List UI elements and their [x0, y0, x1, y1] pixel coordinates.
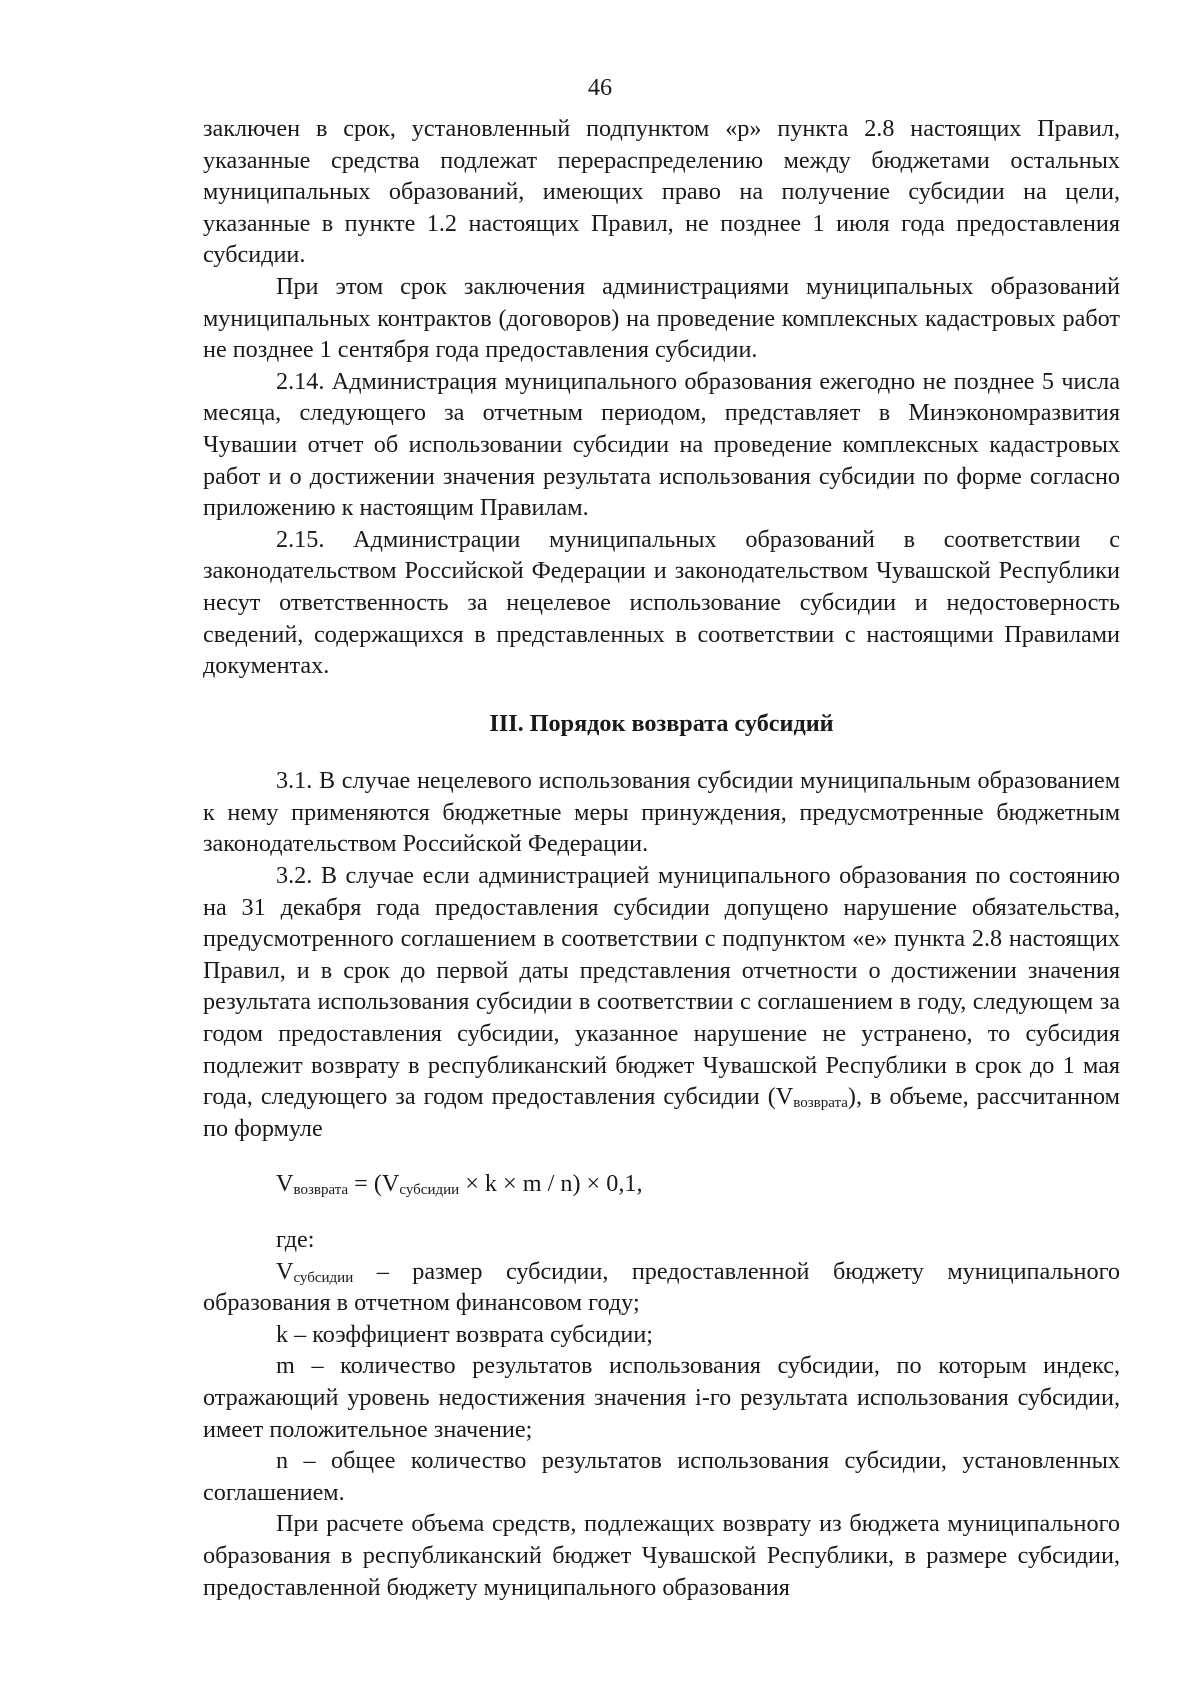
paragraph-3-1: 3.1. В случае нецелевого использования субсидии муниципальным образованием к нему применяются бюджетные меры принуждения, предусмотренные бюджетным законодательством Российской Федерации.	[203, 767, 1120, 858]
paragraph-calculation: При расчете объема средств, подлежащих возврату из бюджета муниципального образования в республиканский бюджет Чувашской Республики, в размере субсидии, предоставленной бюджету муниципального образования	[203, 1510, 1120, 1601]
paragraph-2-15: 2.15. Администрации муниципальных образований в соответствии с законодательством Российской Федерации и законодательством Чувашской Республики несут ответственность за нецелевое использование субсидии и недостоверность сведений, содержащихся в представленных в соответствии с настоящими Правилами документах.	[203, 525, 1120, 680]
document-body	[203, 113, 1120, 1603]
definition-v-subsidy: $V_{субсидии}$ – размер субсидии, предоставленной бюджету муниципального образования в отчетном финансовом году;	[203, 1257, 1120, 1317]
page-number: 46	[587, 74, 613, 101]
definition-m: m – количество результатов использования субсидии, по которым индекс, отражающий уровень недостижения значения i-го результата использования субсидии, имеет положительное значение;	[203, 1352, 1120, 1443]
paragraph-2-14: 2.14. Администрация муниципального образования ежегодно не позднее 5 числа месяца, следующего за отчетным периодом, представляет в Минэкономразвития Чувашии отчет об использовании субсидии на проведение комплексных кадастровых работ и о достижении значения результата использования субсидии по форме согласно приложению к настоящим Правилам.	[203, 367, 1120, 522]
where-label: где:	[276, 1226, 315, 1253]
paragraph-3-2: 3.2. В случае если администрацией муниципального образования по состоянию на 31 декабря года предоставления субсидии допущено нарушение обязательства, предусмотренного соглашением в соответствии с подпунктом «е» пункта 2.8 настоящих Правил, и в срок до первой даты представления отчетности о достижении значения результата использования субсидии в соответствии с соглашением в году, следующем за годом предоставления субсидии, указанное нарушение не устранено, то субсидия подлежит возврату в республиканский бюджет Чувашской Республики в срок до 1 мая года, следующего за годом предоставления субсидии $(V_{возврата})$, в объеме, рассчитанном по формуле	[203, 862, 1120, 1142]
formula: $V_{возврата} = (V_{субсидии} \times k \times m / n) \times 0,1$,	[276, 1170, 643, 1199]
section-heading: III. Порядок возврата субсидий	[489, 709, 834, 737]
definition-n: n – общее количество результатов использования субсидии, установленных соглашением.	[203, 1447, 1120, 1506]
paragraph-deadline: При этом срок заключения администрациями муниципальных образований муниципальных контрактов (договоров) на проведение комплексных кадастровых работ не позднее 1 сентября года предоставления субсидии.	[203, 272, 1120, 364]
definition-k: k – коэффициент возврата субсидии;	[276, 1320, 654, 1348]
paragraph-continuation: заключен в срок, установленный подпунктом «р» пункта 2.8 настоящих Правил, указанные средства подлежат перераспределению между бюджетами остальных муниципальных образований, имеющих право на получение субсидии на цели, указанные в пункте 1.2 настоящих Правил, не позднее 1 июля года предоставления субсидии.	[203, 115, 1120, 269]
